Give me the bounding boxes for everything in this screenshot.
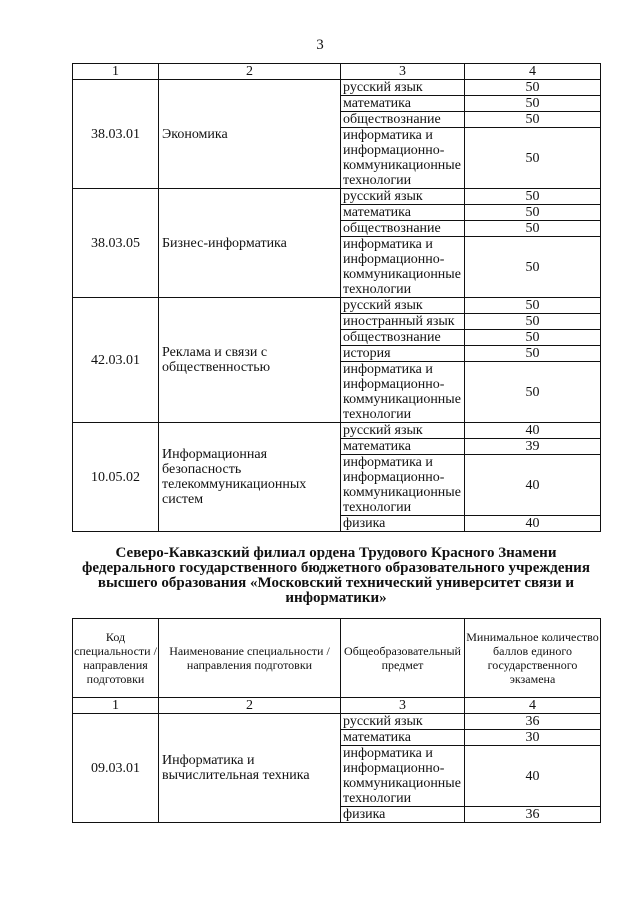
header-code: Код специальности / направления подготовки: [73, 619, 159, 698]
subject: математика: [341, 439, 465, 455]
column-number: 4: [465, 64, 601, 80]
column-number: 3: [341, 64, 465, 80]
specialty-name: Реклама и связи с общественностью: [159, 298, 341, 423]
subject: обществознание: [341, 221, 465, 237]
subject: математика: [341, 205, 465, 221]
subject: русский язык: [341, 714, 465, 730]
column-number: 3: [341, 698, 465, 714]
min-score: 50: [465, 205, 601, 221]
min-score: 40: [465, 455, 601, 516]
column-number-row: [73, 698, 601, 714]
specialty-name: Информатика и вычислительная техника: [159, 714, 341, 823]
subject: физика: [341, 807, 465, 823]
subject: русский язык: [341, 298, 465, 314]
min-score: 50: [465, 80, 601, 96]
min-score: 30: [465, 730, 601, 746]
table-row: [73, 80, 601, 96]
subject: русский язык: [341, 189, 465, 205]
column-number: 1: [73, 64, 159, 80]
subject: русский язык: [341, 80, 465, 96]
subject: информатика и информационно-коммуникационные технологии: [341, 362, 465, 423]
subject: информатика и информационно-коммуникационные технологии: [341, 455, 465, 516]
specialty-name: Информационная безопасность телекоммуникационных систем: [159, 423, 341, 532]
min-score: 50: [465, 221, 601, 237]
table-row: [73, 423, 601, 439]
specialty-name: Бизнес-информатика: [159, 189, 341, 298]
min-score: 50: [465, 330, 601, 346]
table-row: [73, 189, 601, 205]
subject: информатика и информационно-коммуникационные технологии: [341, 237, 465, 298]
min-score: 36: [465, 807, 601, 823]
specialty-code: 38.03.01: [73, 80, 159, 189]
min-score: 40: [465, 746, 601, 807]
header-score: Минимальное количество баллов единого государственного экзамена: [465, 619, 601, 698]
header-row: [73, 619, 601, 698]
subject: информатика и информационно-коммуникационные технологии: [341, 746, 465, 807]
specialty-code: 38.03.05: [73, 189, 159, 298]
admission-table-1: [72, 63, 601, 532]
min-score: 50: [465, 298, 601, 314]
min-score: 50: [465, 346, 601, 362]
specialty-name: Экономика: [159, 80, 341, 189]
page-number: 3: [316, 37, 324, 53]
subject: обществознание: [341, 112, 465, 128]
specialty-code: 10.05.02: [73, 423, 159, 532]
subject: иностранный язык: [341, 314, 465, 330]
min-score: 50: [465, 362, 601, 423]
subject: математика: [341, 96, 465, 112]
table-row: [73, 298, 601, 314]
subject: обществознание: [341, 330, 465, 346]
column-number: 1: [73, 698, 159, 714]
min-score: 39: [465, 439, 601, 455]
subject: русский язык: [341, 423, 465, 439]
min-score: 50: [465, 237, 601, 298]
admission-table-2: [72, 618, 601, 823]
min-score: 50: [465, 112, 601, 128]
branch-heading: Северо-Кавказский филиал ордена Трудового Красного Знамени федерального государственного бюджетного образовательного учреждения высшего образования «Московский технический университет связи и информатики»: [82, 545, 590, 606]
min-score: 50: [465, 128, 601, 189]
column-number: 2: [159, 698, 341, 714]
column-number: 2: [159, 64, 341, 80]
table-row: [73, 714, 601, 730]
header-subject: Общеобразовательный предмет: [341, 619, 465, 698]
subject: математика: [341, 730, 465, 746]
min-score: 36: [465, 714, 601, 730]
specialty-code: 42.03.01: [73, 298, 159, 423]
min-score: 50: [465, 96, 601, 112]
column-number-row: [73, 64, 601, 80]
min-score: 40: [465, 516, 601, 532]
specialty-code: 09.03.01: [73, 714, 159, 823]
min-score: 50: [465, 314, 601, 330]
subject: физика: [341, 516, 465, 532]
min-score: 50: [465, 189, 601, 205]
subject: история: [341, 346, 465, 362]
column-number: 4: [465, 698, 601, 714]
subject: информатика и информационно-коммуникационные технологии: [341, 128, 465, 189]
min-score: 40: [465, 423, 601, 439]
header-name: Наименование специальности / направления подготовки: [159, 619, 341, 698]
